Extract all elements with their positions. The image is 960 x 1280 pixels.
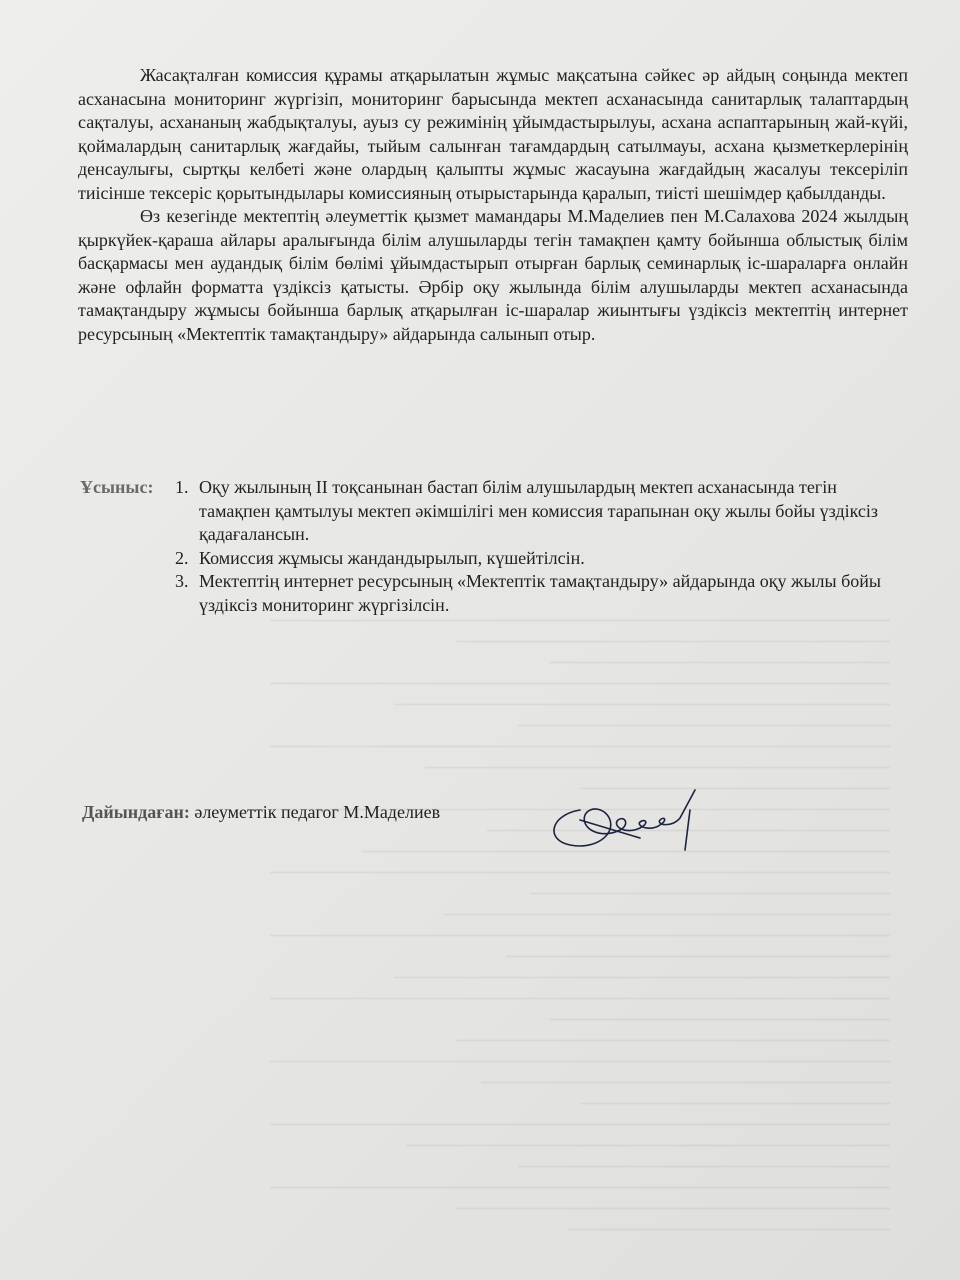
recommendation-number: 3. bbox=[175, 571, 189, 591]
recommendation-item bbox=[175, 570, 905, 617]
recommendation-text: Мектептің интернет ресурсының «Мектептік тамақтандыру» айдарында оқу жылы бойы үздіксіз мониторинг жүргізілсін. bbox=[199, 571, 881, 615]
paragraph-social-service: Өз кезегінде мектептің әлеуметтік қызмет мамандары М.Маделиев пен М.Салахова 2024 жылдың қыркүйек-қараша айлары аралығында білім алушыларды тегін тамақпен қамту бойынша облыстық білім басқармасы мен аудандық білім бөлімі ұйымдастырып отырған барлық семинарлық іс-шараларға онлайн және офлайн форматта үздіксіз қатысты. Әрбір оқу жылында білім алушыларды мектеп асханасында тамақтандыру жұмысы бойынша барлық атқарылған іс-шаралар жиынтығы үздіксіз мектептің интернет ресурсының «Мектептік тамақтандыру» айдарында салынып отыр. bbox=[78, 206, 908, 344]
handwritten-signature bbox=[540, 780, 710, 870]
recommendations-list bbox=[175, 476, 905, 617]
prepared-by-name: әлеуметтік педагог М.Маделиев bbox=[194, 802, 441, 822]
bleed-through-shadow bbox=[270, 600, 890, 1260]
prepared-by-label: Дайындаған: bbox=[82, 802, 190, 822]
prepared-by bbox=[82, 802, 440, 823]
recommendation-number: 2. bbox=[175, 547, 189, 568]
paragraph-commission: Жасақталған комиссия құрамы атқарылатын жұмыс мақсатына сәйкес әр айдың соңында мектеп асханасына мониторинг жүргізіп, мониторинг барысында мектеп асханасында санитарлық талаптардың сақталуы, асхананың жабдықталуы, ауыз су режимінің ұйымдастырылуы, асхана аспаптарының жай-күйі, қоймалардың санитарлық жағдайы, тыйым салынған тағамдардың сатылмауы, асхана қызметкерлерінің денсаулығы, сыртқы келбеті және олардың қалыпты жұмыс жасауына жағдайдың жасалуы тексеріліп тиісінше тексеріс қорытындылары комиссияның отырыстарында қаралып, тиісті шешімдер қабылданды. bbox=[78, 65, 908, 203]
body-text bbox=[78, 64, 908, 346]
recommendations-label: Ұсыныс: bbox=[80, 477, 154, 497]
recommendation-text: Оқу жылының ІІ тоқсанынан бастап білім алушылардың мектеп асханасында тегін тамақпен қамтылуы мектеп әкімшілігі мен комиссия тарапынан оқу жылы бойы үздіксіз қадағалансын. bbox=[199, 477, 879, 544]
recommendation-text: Комиссия жұмысы жандандырылып, күшейтілсін. bbox=[199, 547, 585, 568]
recommendation-number: 1. bbox=[175, 477, 189, 497]
recommendation-item bbox=[175, 547, 905, 571]
recommendation-item bbox=[175, 476, 905, 547]
